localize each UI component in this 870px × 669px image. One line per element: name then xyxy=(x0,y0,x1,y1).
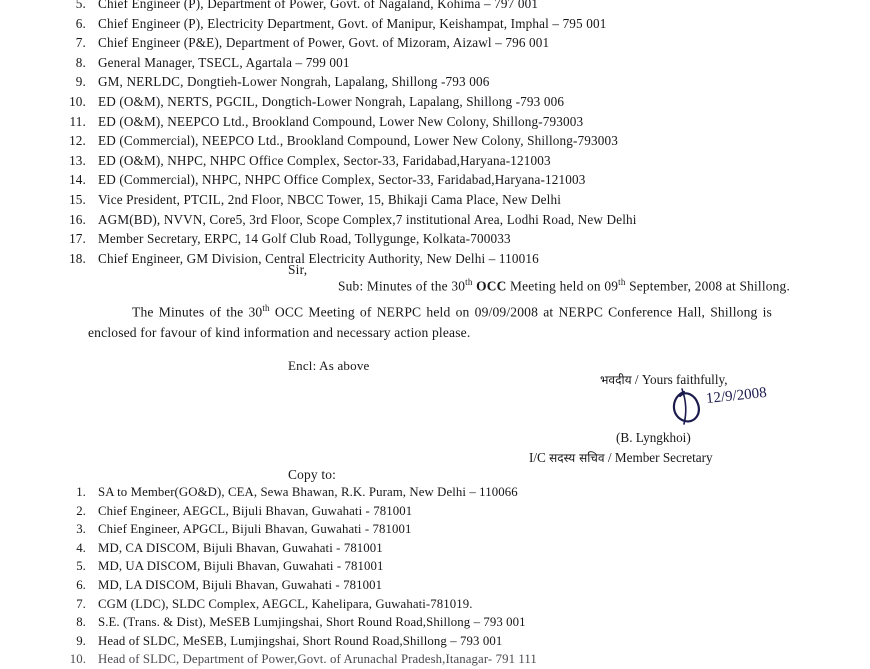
copy-number: 10. xyxy=(69,652,86,667)
close-hindi: भवदीय xyxy=(600,373,632,387)
copy-to-list xyxy=(68,483,858,669)
addressee-number: 8. xyxy=(75,54,86,70)
addressee-text: Chief Engineer (P&E), Department of Power, Govt. of Mizoram, Aizawl – 796 001 xyxy=(98,35,550,51)
addressee-number: 9. xyxy=(75,74,86,90)
subject-ordinal-2: th xyxy=(618,277,626,287)
signatory-designation xyxy=(529,449,713,466)
addressee-number: 14. xyxy=(69,172,86,188)
copy-text: MD, CA DISCOM, Bijuli Bhavan, Guwahati - 781001 xyxy=(98,540,383,555)
body-prefix: The Minutes of the 30 xyxy=(132,304,263,320)
addressee-item xyxy=(68,72,858,92)
addressee-text: ED (O&M), NHPC, NHPC Office Complex, Sector-33, Faridabad,Haryana-121003 xyxy=(98,152,551,168)
signature-date: 12/9/2008 xyxy=(705,384,768,408)
copy-text: Head of SLDC, MeSEB, Lumjingshai, Short Round Road,Shillong – 793 001 xyxy=(98,633,503,648)
copy-item xyxy=(68,557,858,576)
body-rest: OCC Meeting of NERPC held on 09/09/2008 at NERPC Conference Hall, Shillong is enclosed for favour of kind information and necessary action please. xyxy=(88,304,772,340)
addressee-item xyxy=(68,112,858,132)
subject-keyword: OCC xyxy=(476,278,507,294)
addressee-number: 10. xyxy=(69,93,86,109)
copy-number: 6. xyxy=(76,577,86,592)
copy-item xyxy=(68,650,858,669)
addressee-text: Vice President, PTCIL, 2nd Floor, NBCC Tower, 15, Bhikaji Cama Place, New Delhi xyxy=(98,191,562,207)
copy-item xyxy=(68,539,858,558)
copy-item xyxy=(68,483,858,502)
copy-number: 7. xyxy=(76,596,86,611)
subject-line xyxy=(338,277,790,294)
addressee-text: Chief Engineer, GM Division, Central Electricity Authority, New Delhi – 110016 xyxy=(98,250,539,266)
salutation: Sir, xyxy=(288,262,308,277)
addressee-item xyxy=(68,210,858,230)
addressee-text: AGM(BD), NVVN, Core5, 3rd Floor, Scope Complex,7 institutional Area, Lodhi Road, New Delhi xyxy=(98,211,637,227)
addressee-number: 15. xyxy=(69,191,86,207)
addressee-item xyxy=(68,53,858,73)
addressee-item xyxy=(68,190,858,210)
designation-hindi: सदस्य सचिव xyxy=(549,451,605,465)
copy-number: 4. xyxy=(76,540,86,555)
addressee-text: General Manager, TSECL, Agartala – 799 001 xyxy=(98,54,350,70)
signatory-name: (B. Lyngkhoi) xyxy=(616,430,691,445)
copy-item xyxy=(68,613,858,632)
addressee-item xyxy=(68,151,858,171)
addressee-item xyxy=(68,131,858,151)
addressee-text: ED (O&M), NEEPCO Ltd., Brookland Compound, Lower New Colony, Shillong-793003 xyxy=(98,113,584,129)
addressee-text: ED (Commercial), NHPC, NHPC Office Complex, Sector-33, Faridabad,Haryana-121003 xyxy=(98,172,586,188)
close-english: / Yours faithfully, xyxy=(634,372,728,387)
copy-item xyxy=(68,632,858,651)
addressee-text: ED (Commercial), NEEPCO Ltd., Brookland Compound, Lower New Colony, Shillong-793003 xyxy=(98,133,618,149)
addressee-text: ED (O&M), NERTS, PGCIL, Dongtich-Lower Nongrah, Lapalang, Shillong -793 006 xyxy=(98,93,565,109)
copy-text: Chief Engineer, APGCL, Bijuli Bhavan, Guwahati - 781001 xyxy=(98,522,412,537)
copy-item xyxy=(68,576,858,595)
addressee-item xyxy=(68,170,858,190)
addressee-number: 7. xyxy=(75,35,86,51)
designation-english: / Member Secretary xyxy=(607,450,713,465)
addressee-number: 6. xyxy=(75,15,86,31)
addressee-number: 11. xyxy=(69,113,86,129)
addressee-list xyxy=(68,0,858,268)
addressee-number: 18. xyxy=(69,250,86,266)
body-paragraph xyxy=(88,298,772,343)
addressee-number: 13. xyxy=(69,152,86,168)
copy-text: MD, UA DISCOM, Bijuli Bhavan, Guwahati - 781001 xyxy=(98,559,384,574)
addressee-number: 16. xyxy=(69,211,86,227)
addressee-text: Member Secretary, ERPC, 14 Golf Club Road, Tollygunge, Kolkata-700033 xyxy=(98,231,511,247)
copy-number: 9. xyxy=(76,633,86,648)
addressee-item xyxy=(68,249,858,269)
copy-number: 8. xyxy=(76,615,86,630)
copy-to-label: Copy to: xyxy=(288,467,337,482)
copy-text: CGM (LDC), SLDC Complex, AEGCL, Kahelipara, Guwahati-781019. xyxy=(98,596,473,611)
addressee-item xyxy=(68,14,858,34)
copy-item xyxy=(68,595,858,614)
addressee-text: Chief Engineer (P), Department of Power, Govt. of Nagaland, Kohima – 797 001 xyxy=(98,0,539,11)
addressee-number: 12. xyxy=(69,133,86,149)
copy-item xyxy=(68,502,858,521)
addressee-number: 5. xyxy=(75,0,86,11)
copy-number: 3. xyxy=(76,522,86,537)
copy-text: SA to Member(GO&D), CEA, Sewa Bhawan, R.K. Puram, New Delhi – 110066 xyxy=(98,485,518,499)
addressee-item xyxy=(68,33,858,53)
addressee-number: 17. xyxy=(69,231,86,247)
subject-tail: September, 2008 at Shillong. xyxy=(625,278,790,294)
copy-text: MD, LA DISCOM, Bijuli Bhavan, Guwahati - 781001 xyxy=(98,577,383,592)
copy-text: S.E. (Trans. & Dist), MeSEB Lumjingshai, Short Round Road,Shillong – 793 001 xyxy=(98,615,526,630)
addressee-text: Chief Engineer (P), Electricity Department, Govt. of Manipur, Keishampat, Imphal – 795 001 xyxy=(98,15,607,31)
body-ordinal: th xyxy=(262,303,270,313)
subject-suffix: Meeting held on 09 xyxy=(506,278,619,294)
designation-prefix: I/C xyxy=(529,450,546,465)
enclosure-note: Encl: As above xyxy=(288,358,370,373)
copy-number: 5. xyxy=(76,559,86,574)
subject-prefix: Sub: Minutes of the 30 xyxy=(338,278,466,294)
copy-text: Head of SLDC, Department of Power,Govt. of Arunachal Pradesh,Itanagar- 791 111 xyxy=(98,652,537,667)
subject-ordinal: th xyxy=(465,277,473,287)
copy-number: 1. xyxy=(76,485,86,499)
addressee-item xyxy=(68,0,858,14)
addressee-item xyxy=(68,92,858,112)
copy-item xyxy=(68,520,858,539)
addressee-text: GM, NERLDC, Dongtieh-Lower Nongrah, Lapalang, Shillong -793 006 xyxy=(98,74,490,90)
copy-number: 2. xyxy=(76,503,86,518)
addressee-item xyxy=(68,229,858,249)
copy-text: Chief Engineer, AEGCL, Bijuli Bhavan, Guwahati - 781001 xyxy=(98,503,413,518)
